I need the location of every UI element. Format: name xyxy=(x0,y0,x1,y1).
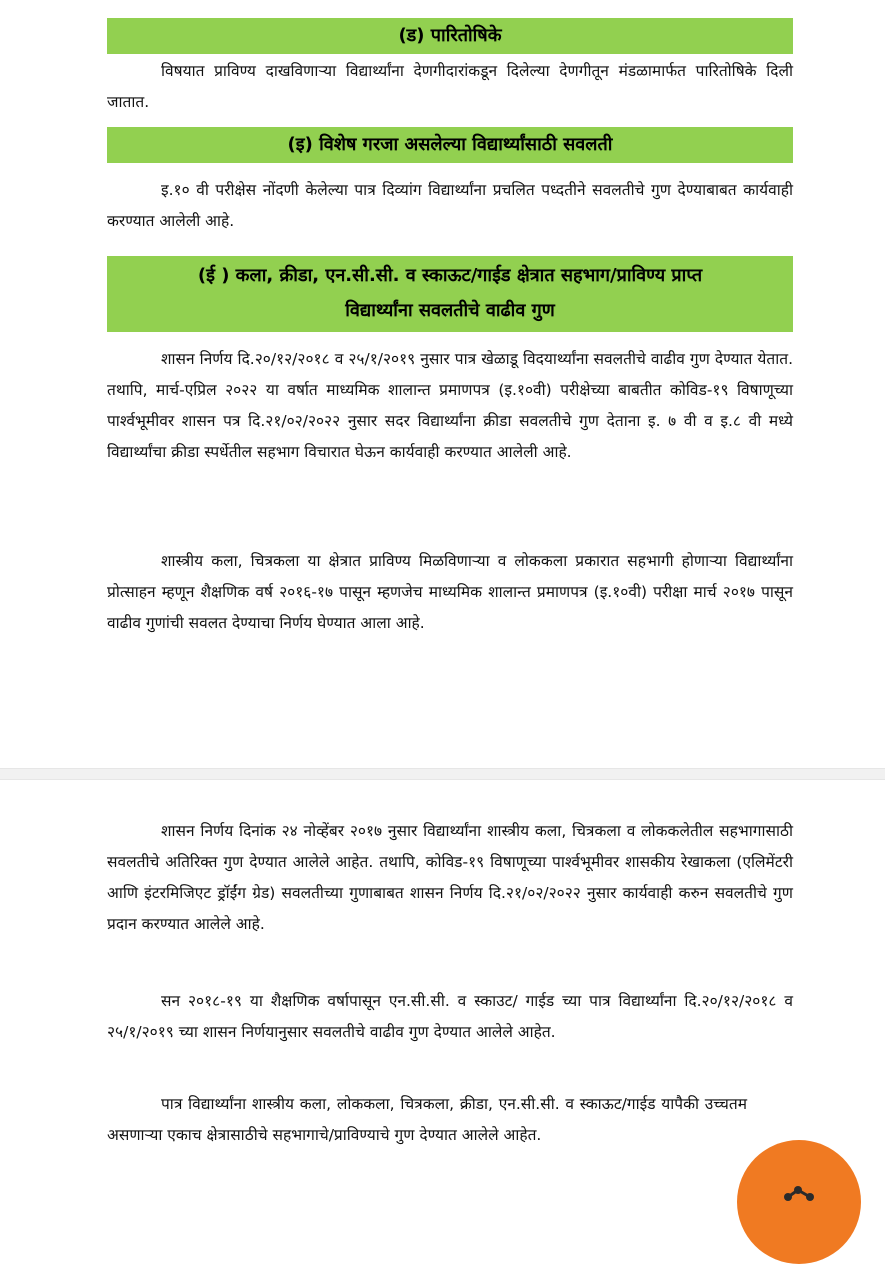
paragraph-text: शासन निर्णय दि.२०/१२/२०१८ व २५/१/२०१९ नुसार पात्र खेळाडू विदयार्थ्यांना सवलतीचे वाढीव गुण देण्यात येतात. तथापि, मार्च-एप्रिल २०२२ या वर्षात माध्यमिक शालान्त प्रमाणपत्र (इ.१०वी) परीक्षेच्या बाबतीत कोविड-१९ विषाणूच्या पार्श्वभूमीवर शासन पत्र दि.२१/०२/२०२२ नुसार सदर विद्यार्थ्यांना क्रीडा सवलतीचे गुण देताना इ. ७ वी व इ.८ वी मध्ये विद्यार्थ्यांचा क्रीडा स्पर्धेतील सहभाग विचारात घेऊन कार्यवाही करण्यात आलेली आहे. xyxy=(107,350,793,461)
section-heading-d: (ड) पारितोषिके xyxy=(107,18,793,54)
paragraph-drawing-marks xyxy=(107,816,793,940)
paragraph-text: शासन निर्णय दिनांक २४ नोव्हेंबर २०१७ नुसार विद्यार्थ्यांना शास्त्रीय कला, चित्रकला व लोककलेतील सहभागासाठी सवलतीचे अतिरिक्त गुण देण्यात आलेले आहेत. तथापि, कोविड-१९ विषाणूच्या पार्श्वभूमीवर शासकीय रेखाकला (एलिमेंटरी आणि इंटरमिजिएट ड्रॉईंग ग्रेड) सवलतीच्या गुणाबाबत शासन निर्णय दि.२१/०२/२०२२ नुसार कार्यवाही करुन सवलतीचे गुण प्रदान करण्यात आलेले आहे. xyxy=(107,822,793,933)
paragraph-ncc-scout-marks xyxy=(107,986,793,1048)
paragraph-text: इ.१० वी परीक्षेस नोंदणी केलेल्या पात्र दिव्यांग विद्यार्थ्यांना प्रचलित पध्दतीने सवलतीचे गुण देण्याबाबत कार्यवाही करण्यात आलेली आहे. xyxy=(107,181,793,230)
page-divider xyxy=(0,768,885,780)
paragraph-special-needs xyxy=(107,175,793,237)
share-icon[interactable] xyxy=(784,1182,814,1202)
section-heading-e: (इ) विशेष गरजा असलेल्या विद्यार्थ्यांसाठी सवलती xyxy=(107,127,793,163)
paragraph-sports-marks xyxy=(107,344,793,468)
heading-line-2: विद्यार्थ्यांना सवलतीचे वाढीव गुण xyxy=(345,300,555,321)
paragraph-text: शास्त्रीय कला, चित्रकला या क्षेत्रात प्राविण्य मिळविणाऱ्या व लोककला प्रकारात सहभागी होणाऱ्या विद्यार्थ्यांना प्रोत्साहन म्हणून शैक्षणिक वर्ष २०१६-१७ पासून म्हणजेच माध्यमिक शालान्त प्रमाणपत्र (इ.१०वी) परीक्षा मार्च २०१७ पासून वाढीव गुणांची सवलत देण्याचा निर्णय घेण्यात आला आहे. xyxy=(107,552,793,632)
paragraph-prizes xyxy=(107,56,793,118)
section-heading-i xyxy=(107,256,793,332)
paragraph-text: पात्र विद्यार्थ्यांना शास्त्रीय कला, लोककला, चित्रकला, क्रीडा, एन.सी.सी. व स्काऊट/गाईड यापैकी उच्चतम असणाऱ्या एकाच क्षेत्रासाठीचे सहभागाचे/प्राविण्याचे गुण देण्यात आलेले आहेत. xyxy=(107,1095,747,1144)
heading-line-1: (ई ) कला, क्रीडा, एन.सी.सी. व स्काऊट/गाईड क्षेत्रात सहभाग/प्राविण्य प्राप्त xyxy=(197,265,703,286)
paragraph-highest-field-marks xyxy=(107,1089,747,1151)
share-button[interactable] xyxy=(737,1140,861,1264)
paragraph-text: सन २०१८-१९ या शैक्षणिक वर्षापासून एन.सी.सी. व स्काउट/ गाईड च्या पात्र विद्यार्थ्यांना दि.२०/१२/२०१८ व २५/१/२०१९ च्या शासन निर्णयानुसार सवलतीचे वाढीव गुण देण्यात आलेले आहेत. xyxy=(107,992,793,1041)
paragraph-text: विषयात प्राविण्य दाखविणाऱ्या विद्यार्थ्यांना देणगीदारांकडून दिलेल्या देणगीतून मंडळामार्फत पारितोषिके दिली जातात. xyxy=(107,62,793,111)
paragraph-arts-marks xyxy=(107,546,793,639)
